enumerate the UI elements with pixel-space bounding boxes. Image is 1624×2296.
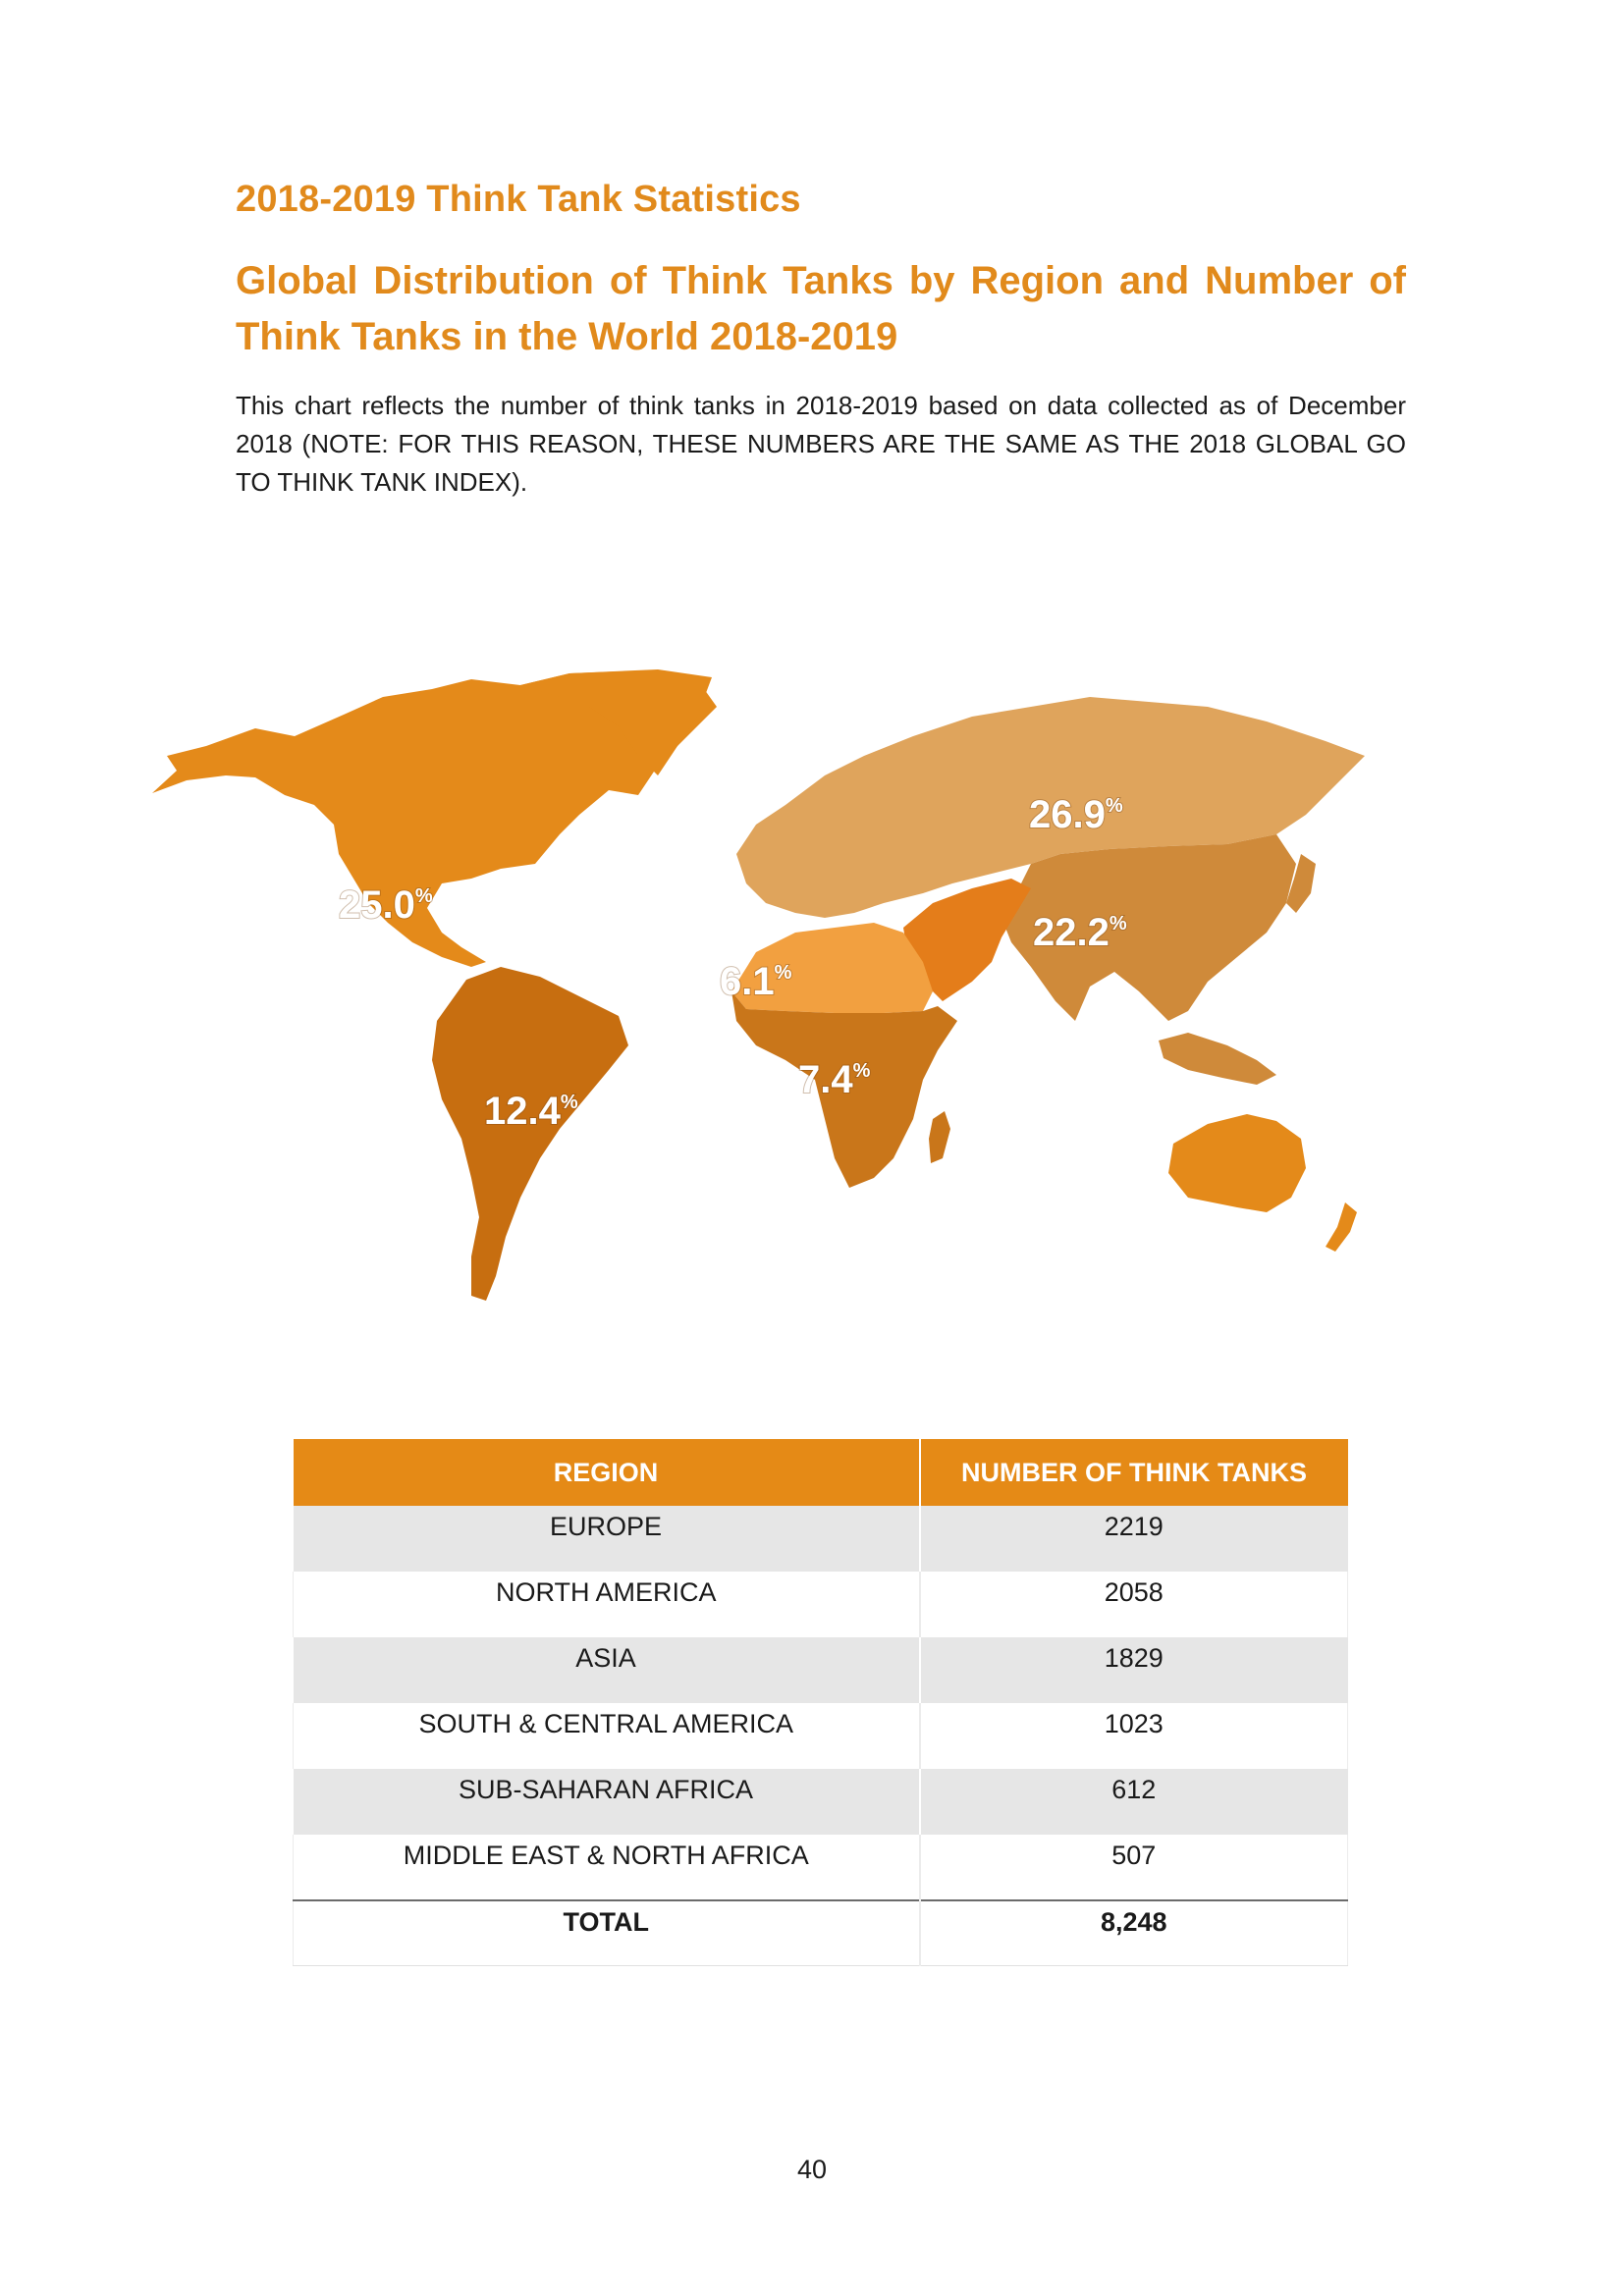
cell-count: 2058	[920, 1572, 1348, 1637]
cell-region: SUB-SAHARAN AFRICA	[294, 1769, 920, 1835]
region-new-zealand	[1326, 1202, 1357, 1252]
table-row	[294, 1769, 1348, 1835]
region-madagascar	[929, 1111, 950, 1163]
header-region: REGION	[294, 1439, 920, 1506]
cell-region: ASIA	[294, 1637, 920, 1703]
cell-count: 1023	[920, 1703, 1348, 1769]
think-tank-table	[293, 1439, 1348, 1966]
cell-region: MIDDLE EAST & NORTH AFRICA	[294, 1835, 920, 1900]
label-north-america: 25.0%	[339, 883, 433, 927]
cell-total-count: 8,248	[920, 1900, 1348, 1965]
header-count: NUMBER OF THINK TANKS	[920, 1439, 1348, 1506]
table-row	[294, 1703, 1348, 1769]
world-map	[147, 667, 1434, 1315]
table-row	[294, 1637, 1348, 1703]
cell-region: NORTH AMERICA	[294, 1572, 920, 1637]
label-south-america: 12.4%	[484, 1090, 578, 1133]
label-asia: 22.2%	[1033, 911, 1127, 954]
table-row	[294, 1572, 1348, 1637]
table-row	[294, 1835, 1348, 1900]
region-australia	[1168, 1114, 1306, 1212]
cell-region: SOUTH & CENTRAL AMERICA	[294, 1703, 920, 1769]
label-mena: 6.1%	[720, 960, 792, 1003]
page-title: Global Distribution of Think Tanks by Region and Number of Think Tanks in the World 2018-2019	[236, 259, 1406, 358]
label-europe: 26.9%	[1029, 793, 1123, 836]
world-map-svg	[147, 667, 1434, 1315]
label-sub-saharan-africa: 7.4%	[798, 1058, 871, 1101]
cell-total-label: TOTAL	[294, 1900, 920, 1965]
region-southeast-asia	[1159, 1033, 1276, 1085]
section-heading: 2018-2019 Think Tank Statistics	[236, 179, 801, 220]
table-row	[294, 1506, 1348, 1572]
intro-paragraph: This chart reflects the number of think tanks in 2018-2019 based on data collected as of December 2018 (NOTE: FOR THIS REASON, THESE NUMBERS ARE THE SAME AS THE 2018 GLOBAL GO TO THINK TANK INDEX).	[236, 391, 1406, 497]
cell-count: 1829	[920, 1637, 1348, 1703]
table-header-row	[294, 1439, 1348, 1506]
cell-region: EUROPE	[294, 1506, 920, 1572]
table-total-row	[294, 1900, 1348, 1965]
cell-count: 507	[920, 1835, 1348, 1900]
page-number: 40	[796, 2155, 828, 2184]
cell-count: 2219	[920, 1506, 1348, 1572]
region-south-america	[432, 967, 628, 1301]
cell-count: 612	[920, 1769, 1348, 1835]
